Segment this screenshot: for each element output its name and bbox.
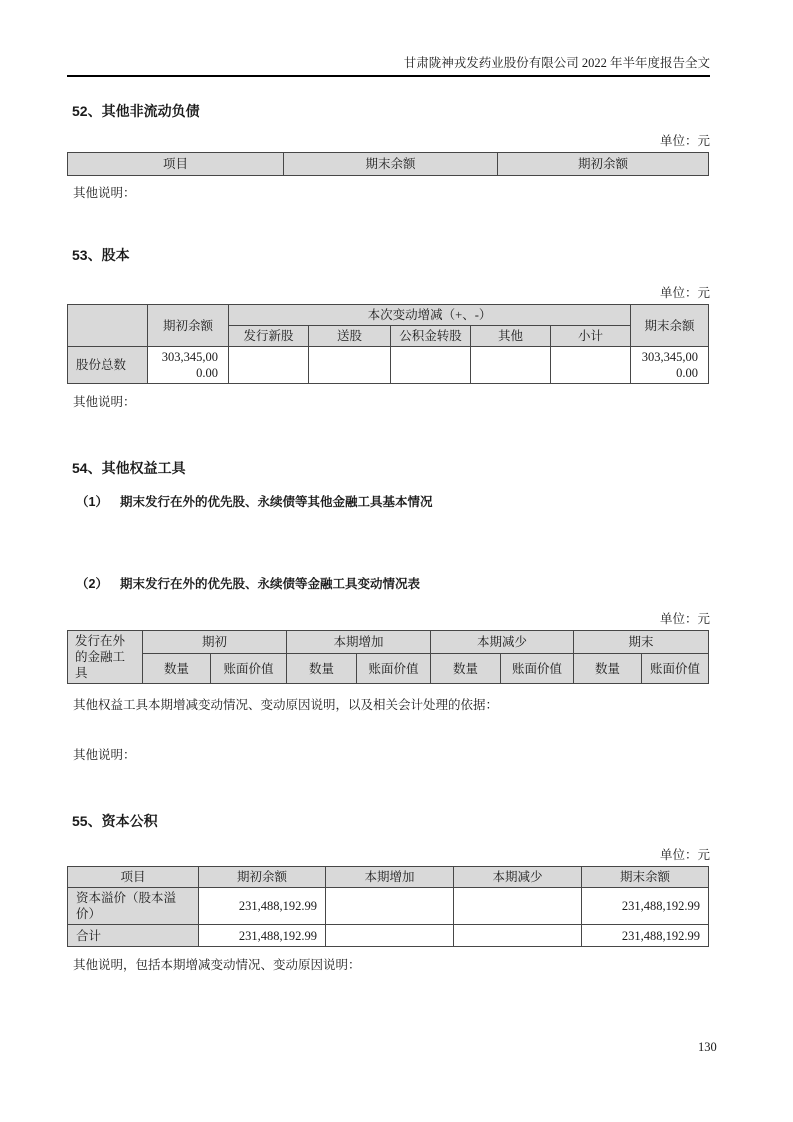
cell-beginning-balance: 303,345,000.00 [148,347,229,384]
header-cell-increase-group: 本期增加 [287,631,431,654]
other-noncurrent-liabilities-table [67,152,709,176]
cell-other [471,347,551,384]
row-label: 合计 [68,925,199,947]
row-label: 资本溢价（股本溢价） [68,888,199,925]
cell-increase [326,888,454,925]
header-cell-ending-balance: 期末余额 [284,153,498,176]
header-cell-increase: 本期增加 [326,867,454,888]
table-row-share-total [68,347,709,384]
header-cell-item: 项目 [68,867,199,888]
table-subheader-row [68,654,709,684]
header-cell-ending-balance: 期末余额 [582,867,709,888]
header-cell-reserve-conversion: 公积金转股 [391,326,471,347]
cell-beginning-balance: 231,488,192.99 [199,925,326,947]
item-1-label: （1） [76,495,108,509]
header-cell-ending-group: 期末 [574,631,709,654]
item-2-label: （2） [76,577,108,591]
header-cell-increase-quantity: 数量 [287,654,357,684]
item-2-text: 期末发行在外的优先股、永续债等金融工具变动情况表 [119,577,420,591]
section-54-title: 54、其他权益工具 [72,460,186,476]
unit-label-55: 单位：元 [659,848,710,862]
other-equity-instruments-table [67,630,709,684]
row-label: 股份总数 [68,347,148,384]
header-cell-ending-quantity: 数量 [574,654,642,684]
table-header-row [68,631,709,654]
header-cell-bonus-shares: 送股 [309,326,391,347]
header-cell-beginning-balance: 期初余额 [498,153,709,176]
header-cell-ending-balance: 期末余额 [631,305,709,347]
corner-cell [68,305,148,347]
cell-new-issue [229,347,309,384]
section-54-item-1 [67,494,710,510]
cell-ending-balance: 303,345,000.00 [631,347,709,384]
header-cell-instrument: 发行在外的金融工具 [68,631,143,684]
note-equity-change-explanation: 其他权益工具本期增减变动情况、变动原因说明，以及相关会计处理的依据： [73,698,499,712]
unit-label-52: 单位：元 [659,134,710,148]
table-header-row [68,153,709,176]
header-cell-decrease-group: 本期减少 [431,631,574,654]
table-header-row [68,305,709,326]
header-cell-subtotal: 小计 [551,326,631,347]
note-section-55: 其他说明，包括本期增减变动情况、变动原因说明： [73,958,361,972]
cell-increase [326,925,454,947]
item-1-text: 期末发行在外的优先股、永续债等其他金融工具基本情况 [119,495,433,509]
header-cell-beginning-book-value: 账面价值 [211,654,287,684]
cell-ending-balance: 231,488,192.99 [582,888,709,925]
section-52-title: 52、其他非流动负债 [72,103,200,119]
header-cell-item: 项目 [68,153,284,176]
unit-label-53: 单位：元 [659,286,710,300]
cell-beginning-balance: 231,488,192.99 [199,888,326,925]
header-cell-beginning-group: 期初 [143,631,287,654]
page-header-title: 甘肃陇神戎发药业股份有限公司 2022 年半年度报告全文 [403,56,710,70]
share-capital-table [67,304,709,384]
header-cell-other: 其他 [471,326,551,347]
capital-reserve-table [67,866,709,947]
table-row-total [68,925,709,947]
cell-ending-balance: 231,488,192.99 [582,925,709,947]
cell-decrease [454,888,582,925]
section-55-title: 55、资本公积 [72,813,158,829]
note-section-53: 其他说明： [73,395,136,409]
header-cell-decrease-book-value: 账面价值 [501,654,574,684]
cell-subtotal [551,347,631,384]
header-cell-ending-book-value: 账面价值 [642,654,709,684]
header-cell-beginning-quantity: 数量 [143,654,211,684]
page-header [67,55,710,77]
header-cell-beginning-balance: 期初余额 [199,867,326,888]
header-cell-beginning-balance: 期初余额 [148,305,229,347]
table-row-share-premium [68,888,709,925]
header-cell-change-group: 本次变动增减（+、-） [229,305,631,326]
cell-decrease [454,925,582,947]
unit-label-54: 单位：元 [659,612,710,626]
note-section-52: 其他说明： [73,186,136,200]
table-header-row [68,867,709,888]
cell-bonus-shares [309,347,391,384]
section-54-item-2 [67,576,710,592]
cell-reserve-conversion [391,347,471,384]
note-section-54: 其他说明： [73,748,136,762]
header-cell-increase-book-value: 账面价值 [357,654,431,684]
header-cell-new-issue: 发行新股 [229,326,309,347]
section-53-title: 53、股本 [72,247,130,263]
header-cell-decrease-quantity: 数量 [431,654,501,684]
page-number: 130 [698,1040,717,1054]
header-cell-decrease: 本期减少 [454,867,582,888]
